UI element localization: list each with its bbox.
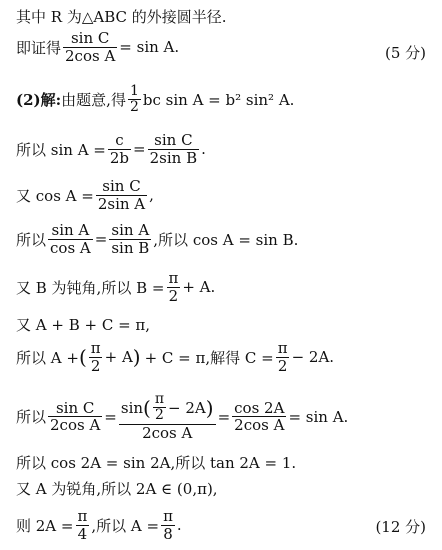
fraction-pi-over-2 <box>276 340 290 374</box>
fraction-sinC-over-2cosA <box>48 400 102 434</box>
fraction-numerator: π <box>168 269 179 287</box>
fraction-numerator: sin C <box>102 177 141 195</box>
fraction-denominator: 2 <box>154 407 164 424</box>
score-5: (5 分) <box>384 44 426 62</box>
equals-sign: = <box>94 230 108 248</box>
fraction-sinA-over-cosA <box>48 222 93 256</box>
fraction-numerator: π <box>154 391 165 407</box>
comma: , <box>149 186 154 204</box>
fraction-numerator: π <box>77 507 88 525</box>
fraction-denominator: sin B <box>111 238 150 257</box>
line-tan2A <box>16 452 428 473</box>
fraction-numerator: sin C <box>154 131 193 149</box>
solve-C-middle: + C = π,解得 C = <box>144 348 274 367</box>
fraction-numerator: sin A <box>111 221 150 239</box>
solve-C-end: − 2A. <box>291 348 335 366</box>
sin-word: sin <box>120 398 144 417</box>
fraction-denominator: 4 <box>77 524 88 543</box>
fraction-denominator: 2sin A <box>97 194 146 213</box>
fraction-one-half <box>128 84 141 116</box>
circumradius-text: 其中 R 为△ABC 的外接圆半径. <box>16 8 227 26</box>
fraction-pi-over-2 <box>89 340 103 374</box>
line-angle-sum <box>16 314 428 335</box>
line-part2-area <box>16 84 428 116</box>
fraction-denominator: 2cos A <box>50 416 101 435</box>
fraction-denominator: 2b <box>109 148 130 167</box>
line-sinA <box>16 132 428 166</box>
sinA-prefix: 所以 sin A = <box>16 140 106 159</box>
line-proven-identity <box>16 30 428 64</box>
right-paren: ) <box>132 345 141 369</box>
score-12: (12 分) <box>375 518 426 536</box>
line-solve-C <box>16 340 428 374</box>
equals-sign: = <box>217 407 231 426</box>
B-obtuse-prefix: 又 B 为钝角,所以 B = <box>16 278 165 297</box>
fraction-denominator: 2 <box>129 99 139 116</box>
fraction-numerator: sin C <box>70 29 110 47</box>
B-obtuse-rest: + A. <box>182 278 216 296</box>
fraction-numerator: sin C <box>55 398 95 417</box>
proven-prefix: 即证得 <box>16 38 62 57</box>
fraction-sinC-over-2sinB <box>148 132 200 166</box>
fraction-sinA-over-sinB <box>109 222 151 256</box>
final-prefix: 则 2A = <box>16 516 74 535</box>
fraction-numerator: sin A <box>51 221 90 239</box>
fraction-pi-over-4 <box>75 508 89 542</box>
angle-sum-text: 又 A + B + C = π, <box>16 316 151 334</box>
chain-end: = sin A. <box>288 407 349 426</box>
fraction-pi-over-8 <box>161 508 175 542</box>
fraction-pi-over-2 <box>153 392 166 424</box>
fraction-pi-over-2 <box>166 270 180 304</box>
fraction-denominator: 2 <box>90 356 101 375</box>
line-acute-A <box>16 478 428 499</box>
paren-inner: + A <box>104 348 133 366</box>
fraction-denominator: 8 <box>163 524 173 543</box>
fraction-sin-of-pi-half-minus-2A <box>119 392 216 441</box>
line-chain-equality <box>16 392 428 441</box>
cosA-prefix: 又 cos A = <box>16 186 94 205</box>
left-paren: ( <box>143 395 151 420</box>
line-B-obtuse <box>16 270 428 304</box>
line-cosA <box>16 178 428 212</box>
fraction-denominator: 2 <box>168 286 179 305</box>
fraction-numerator: 1 <box>129 83 139 99</box>
fraction-sinC-over-2sinA <box>96 178 147 212</box>
area-equation: bc sin A = b² sin² A. <box>142 90 295 109</box>
right-paren: ) <box>205 395 214 420</box>
fraction-sinC-over-2cosA <box>63 30 117 64</box>
fraction-denominator: 2sin B <box>149 148 198 167</box>
ratio-prefix: 所以 <box>16 230 47 249</box>
equals-sign: = <box>133 140 146 158</box>
fraction-c-over-2b <box>108 132 131 166</box>
line-circumradius <box>16 6 428 27</box>
line-ratio <box>16 222 428 256</box>
final-middle: ,所以 A = <box>91 516 160 535</box>
tan2A-text: 所以 cos 2A = sin 2A,所以 tan 2A = 1. <box>16 454 297 472</box>
fraction-numerator: cos 2A <box>234 398 285 417</box>
equals-sign: = <box>104 407 117 426</box>
fraction-numerator: π <box>90 339 101 357</box>
part2-label: (2)解: <box>16 91 62 110</box>
fraction-denominator: cos A <box>50 238 91 257</box>
fraction-numerator <box>119 392 216 424</box>
fraction-denominator: 2cos A <box>119 424 216 442</box>
proven-suffix: = sin A. <box>119 38 180 56</box>
fraction-denominator: 2cos A <box>234 416 285 435</box>
left-paren: ( <box>78 345 87 369</box>
chain-prefix: 所以 <box>16 408 47 427</box>
solve-C-prefix: 所以 A + <box>16 348 79 367</box>
period: . <box>201 140 206 158</box>
fraction-numerator: π <box>163 507 173 525</box>
acute-A-text: 又 A 为锐角,所以 2A ∈ (0,π), <box>16 480 218 498</box>
fraction-numerator: π <box>277 339 288 357</box>
part2-intro: 由题意,得 <box>61 91 126 110</box>
fraction-denominator: 2 <box>277 356 288 375</box>
final-period: . <box>176 516 182 534</box>
fraction-cos2A-over-2cosA <box>232 400 286 434</box>
fraction-numerator: c <box>115 131 124 149</box>
ratio-conclusion: ,所以 cos A = sin B. <box>153 230 299 249</box>
line-final-answer <box>16 508 428 542</box>
fraction-denominator: 2cos A <box>65 46 116 65</box>
minus-2A: − 2A <box>168 398 206 417</box>
